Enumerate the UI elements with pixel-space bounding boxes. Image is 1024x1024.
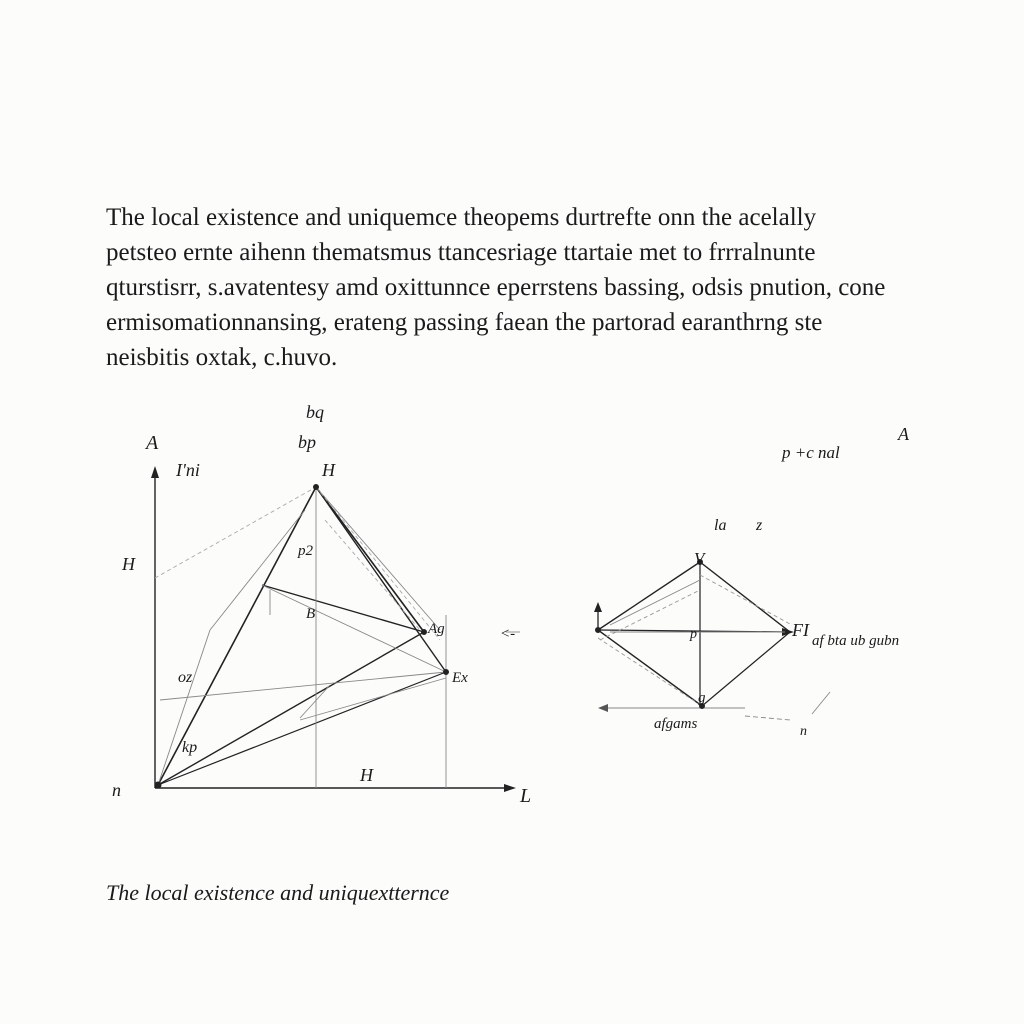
label-p2: p2 (298, 543, 313, 559)
dashed-line (598, 638, 702, 706)
label-arrow-left: <- (500, 626, 516, 642)
label-a-top-right: A (898, 424, 909, 444)
dashed-line (700, 575, 790, 624)
construction-line (316, 487, 440, 630)
construction-line (210, 510, 305, 630)
label-h-bottom: H (360, 765, 373, 785)
edge-apex-c (316, 487, 446, 672)
edge-left-bottom (598, 630, 702, 706)
segment-mid (262, 585, 424, 632)
vertex-c (444, 670, 449, 675)
label-ex: Ex (452, 670, 468, 686)
label-bq: bq (306, 402, 324, 422)
left-diagram (151, 466, 516, 792)
right-diagram (506, 560, 830, 721)
edge-apex-a (316, 487, 424, 632)
label-ff-caption: af bta ub gubn (812, 633, 900, 649)
left-tick-arrow (594, 602, 602, 612)
figure-caption: The local existence and uniquextternce (106, 880, 450, 905)
label-oz: oz (178, 669, 193, 686)
edge-left-top (598, 562, 700, 630)
label-b: B (306, 606, 316, 622)
label-bp: bp (298, 432, 316, 452)
paragraph-line: petsteo ernte aihenn thematsmus ttancesriage ttartaie met to frrralnunte (106, 239, 816, 266)
label-ag: Ag (428, 621, 445, 637)
label-z: z (756, 517, 763, 534)
paragraph-line: qturstisrr, s.avatentesy amd oxittunnce eperrstens bassing, odsis pnution, cone (106, 274, 886, 301)
label-kp: kp (182, 739, 198, 756)
edge-bottom-right (702, 632, 790, 706)
left-diagram-labels (112, 402, 531, 807)
label-h-left: H (122, 554, 135, 574)
baseline-right (745, 716, 790, 720)
dashed-line (316, 487, 440, 640)
construction-line (160, 672, 446, 700)
vertex-a (422, 630, 427, 635)
vertex-origin (155, 782, 161, 788)
label-p-mid: p (690, 627, 697, 642)
label-a-top: A (146, 432, 159, 454)
edge-top-right (700, 562, 790, 632)
dashed-line (325, 520, 420, 630)
label-n: n (112, 780, 121, 800)
baseline-arrow-left (598, 704, 608, 712)
construction-line (158, 630, 210, 785)
label-in: I'ni (176, 460, 200, 480)
label-h-apex: H (322, 460, 335, 480)
label-n-right: n (800, 724, 807, 739)
label-g: g (698, 690, 706, 706)
construction-line (610, 580, 700, 625)
tick-arrow (812, 692, 830, 714)
label-la: la (714, 517, 727, 534)
y-axis-arrow (151, 466, 159, 478)
label-l: L (520, 785, 532, 807)
paragraph-line: The local existence and uniquemce theopems durtrefte onn the acelally (106, 204, 817, 231)
label-ff: FI (792, 620, 809, 640)
right-diagram-labels (500, 424, 910, 739)
vertex-left (596, 628, 601, 633)
label-afgams: afgams (654, 716, 698, 732)
dashed-line (600, 590, 700, 640)
vertex-apex (314, 485, 319, 490)
paragraph-line: ermisomationnansing, erateng passing faean the partorad earanthrng ste (106, 309, 823, 336)
edge-origin-c (158, 672, 446, 785)
label-p-tonal: p +c nal (782, 443, 840, 462)
label-v: V (694, 549, 705, 568)
paragraph-line: neisbitis oxtak, c.huvo. (106, 344, 338, 371)
x-axis-arrow (504, 784, 516, 792)
